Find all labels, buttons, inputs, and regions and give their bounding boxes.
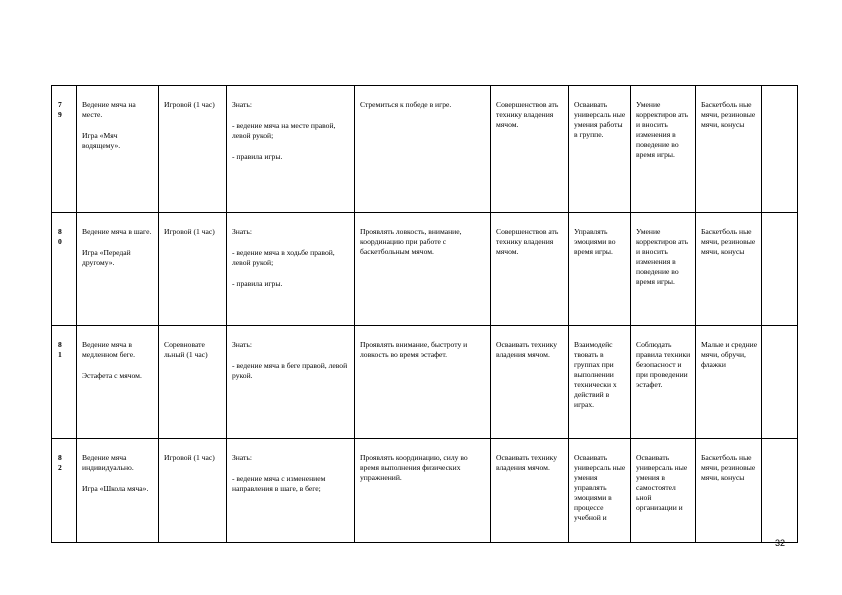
empty-cell — [762, 86, 798, 213]
personal-result: Проявлять ловкость, внимание, координацию при работе с баскетбольным мячом. — [355, 213, 491, 326]
lesson-knowledge: Знать: - ведение мяча в ходьбе правой, левой рукой; - правила игры. — [227, 213, 355, 326]
table-row — [52, 213, 798, 326]
subject-result: Совершенствов ать технику владения мячом. — [491, 86, 569, 213]
regulative-result: Осваивать универсаль ные умения работы в группе. — [569, 86, 631, 213]
lesson-topic: Ведение мяча в шаге. Игра «Передай другому». — [77, 213, 159, 326]
page-number: 32 — [775, 538, 786, 548]
communicative-result: Соблюдать правила техники безопасност и при проведении эстафет. — [631, 326, 696, 439]
subject-result: Осваивать технику владения мячом. — [491, 439, 569, 543]
empty-cell — [762, 326, 798, 439]
lesson-plan-table — [51, 85, 798, 543]
lesson-topic: Ведение мяча индивидуально. Игра «Школа мяча». — [77, 439, 159, 543]
lesson-topic: Ведение мяча в медленном беге. Эстафета с мячом. — [77, 326, 159, 439]
lesson-knowledge: Знать: - ведение мяча с изменением направления в шаге, в беге; — [227, 439, 355, 543]
equipment: Баскетболь ные мячи, резиновые мячи, конусы — [696, 213, 762, 326]
equipment: Малые и средние мячи, обручи, флажки — [696, 326, 762, 439]
lesson-number: 8 2 — [52, 439, 77, 543]
subject-result: Совершенствов ать технику владения мячом. — [491, 213, 569, 326]
personal-result: Проявлять внимание, быстроту и ловкость во время эстафет. — [355, 326, 491, 439]
lesson-number: 7 9 — [52, 86, 77, 213]
lesson-knowledge: Знать: - ведение мяча в беге правой, левой рукой. — [227, 326, 355, 439]
lesson-knowledge: Знать: - ведение мяча на месте правой, левой рукой; - правила игры. — [227, 86, 355, 213]
equipment: Баскетболь ные мячи, резиновые мячи, конусы — [696, 439, 762, 543]
empty-cell — [762, 213, 798, 326]
regulative-result: Осваивать универсаль ные умения управлять эмоциями в процессе учебной и — [569, 439, 631, 543]
communicative-result: Умение корректиров ать и вносить изменения в поведение во время игры. — [631, 86, 696, 213]
equipment: Баскетболь ные мячи, резиновые мячи, конусы — [696, 86, 762, 213]
lesson-type: Игровой (1 час) — [159, 86, 227, 213]
personal-result: Стремиться к победе в игре. — [355, 86, 491, 213]
lesson-topic: Ведение мяча на месте. Игра «Мяч водящему». — [77, 86, 159, 213]
empty-cell — [762, 439, 798, 543]
lesson-number: 8 0 — [52, 213, 77, 326]
table-row — [52, 326, 798, 439]
lesson-number: 8 1 — [52, 326, 77, 439]
table-row — [52, 86, 798, 213]
personal-result: Проявлять координацию, силу во время выполнения физических упражнений. — [355, 439, 491, 543]
communicative-result: Умение корректиров ать и вносить изменения в поведение во время игры. — [631, 213, 696, 326]
regulative-result: Управлять эмоциями во время игры. — [569, 213, 631, 326]
lesson-type: Игровой (1 час) — [159, 439, 227, 543]
subject-result: Осваивать технику владения мячом. — [491, 326, 569, 439]
lesson-type: Игровой (1 час) — [159, 213, 227, 326]
regulative-result: Взаимодейс твовать в группах при выполнении технически х действий в играх. — [569, 326, 631, 439]
lesson-type: Соревновате льный (1 час) — [159, 326, 227, 439]
table-row — [52, 439, 798, 543]
communicative-result: Осваивать универсаль ные умения в самостоятел ьной организации и — [631, 439, 696, 543]
